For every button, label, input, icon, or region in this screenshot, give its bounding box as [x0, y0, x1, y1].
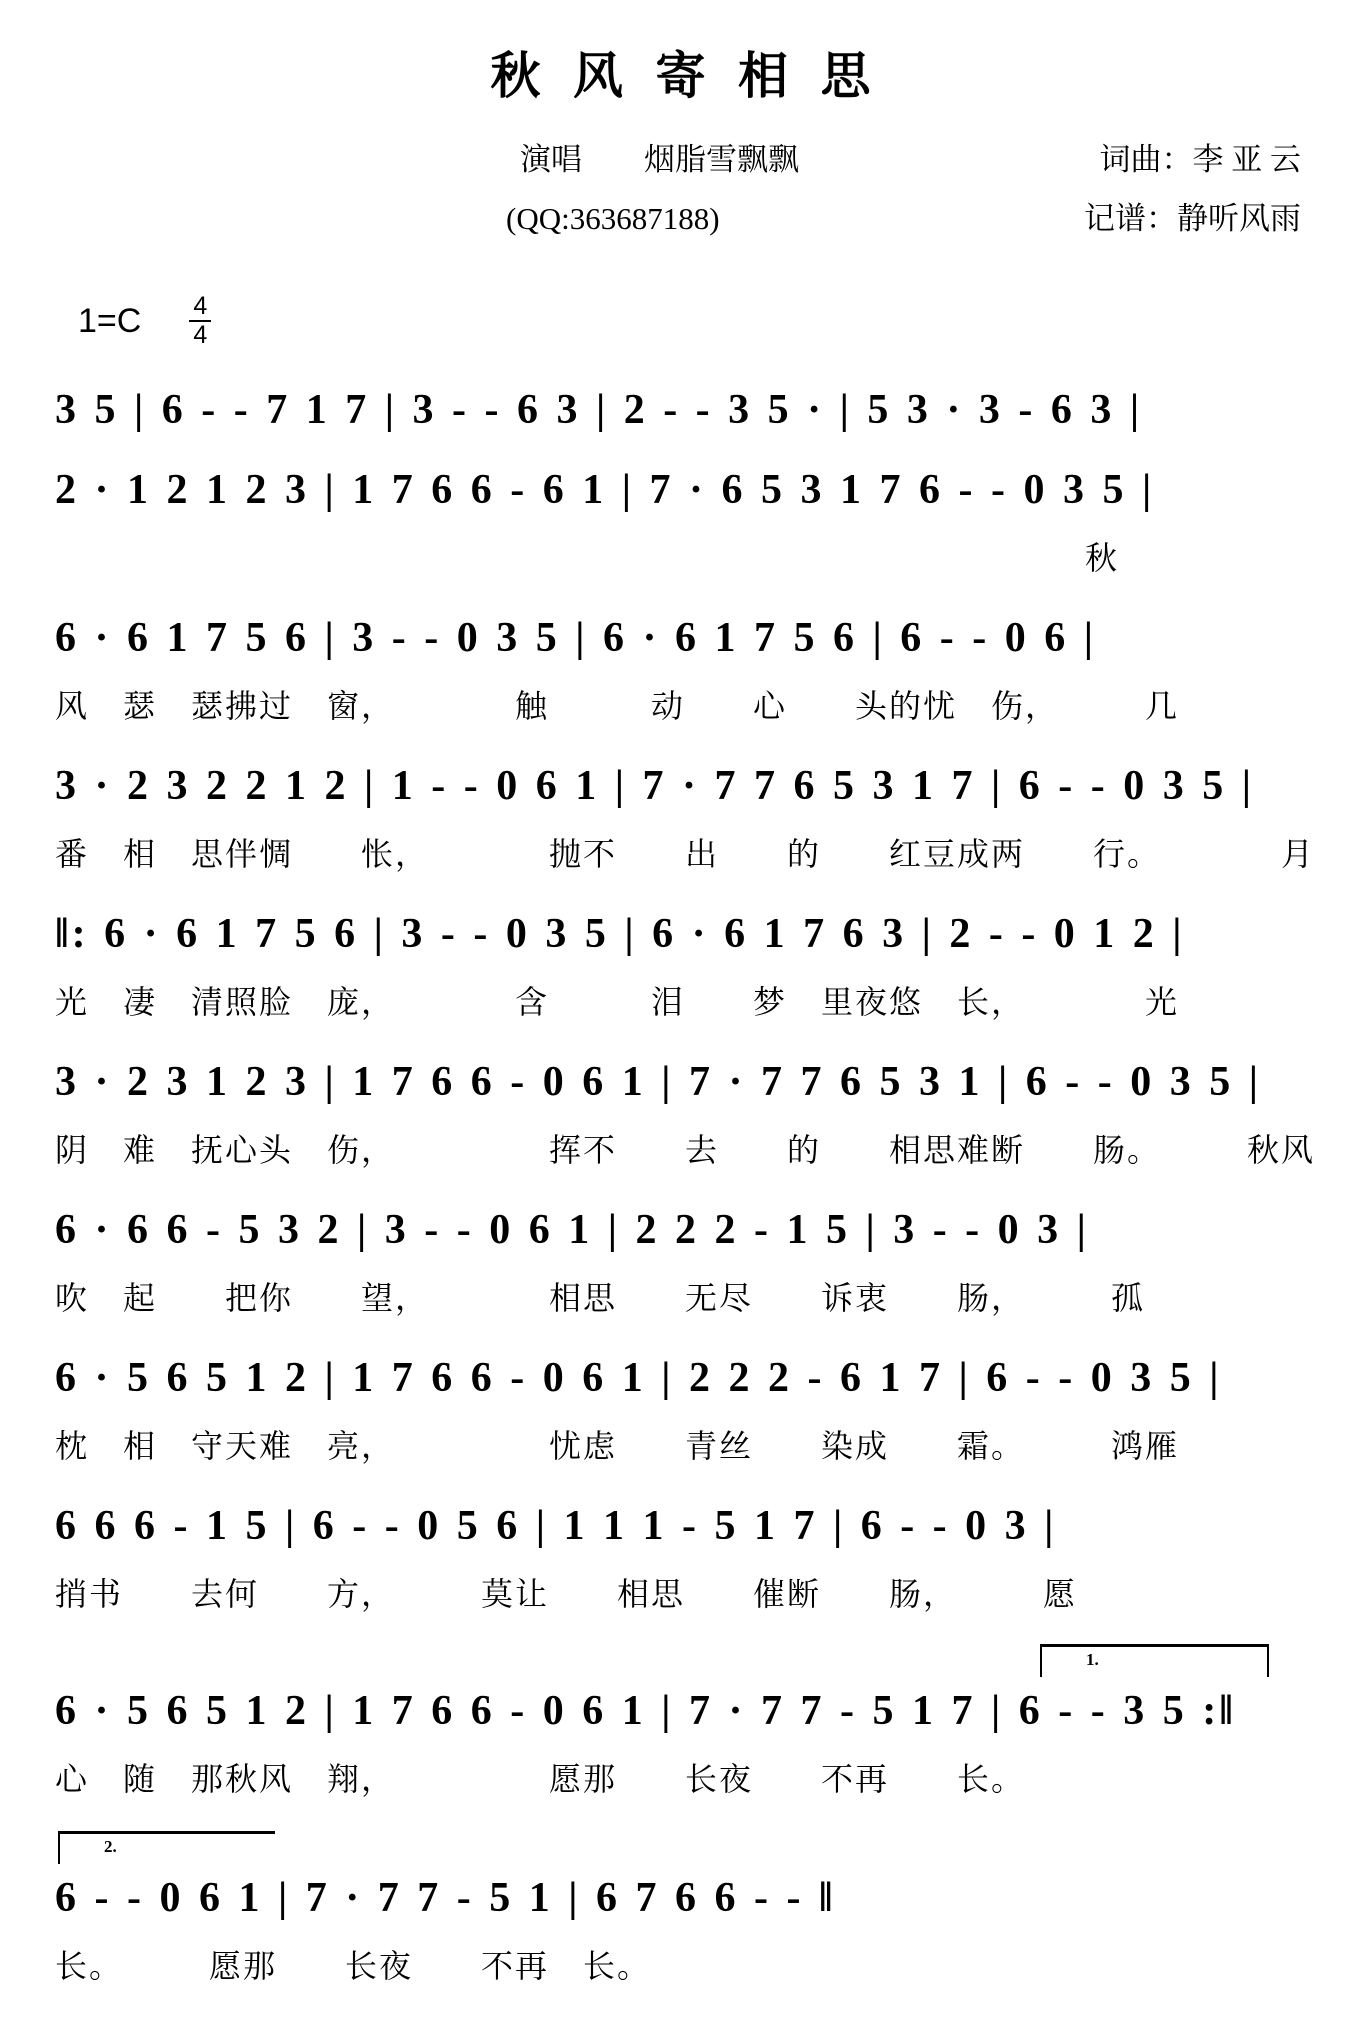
time-signature-denominator: 4	[193, 321, 208, 349]
lyric-line-2: 风 瑟 瑟拂过 窗， 触 动 心 头的忧 伤， 几	[55, 688, 1180, 724]
notation-line-11: 6 - - 0 6 1 | 7 · 7 7 - 5 1 | 6 7 6 6 - - ‖	[55, 1875, 836, 1921]
notation-line-4: 3 · 2 3 2 2 1 2 | 1 - - 0 6 1 | 7 · 7 7 6 5 3 1 7 | 6 - - 0 3 5 |	[55, 763, 1254, 809]
ending-2-bracket	[58, 1831, 275, 1864]
credit-row-2	[0, 193, 1371, 238]
time-signature-numerator: 4	[189, 294, 211, 322]
transcriber-credit: 记谱：静听风雨	[1084, 201, 1301, 236]
composer-credit: 词曲：李 亚 云	[1099, 142, 1301, 177]
lyric-line-5: 阴 难 抚心头 伤， 挥不 去 的 相思难断 肠。 秋风	[55, 1132, 1316, 1168]
credit-row-1	[0, 134, 1371, 179]
song-title: 秋 风 寄 相 思	[490, 48, 881, 104]
lyric-line-9: 心 随 那秋风 翔， 愿那 长夜 不再 长。	[55, 1761, 1026, 1797]
notation-line-8: 6 · 5 6 5 1 2 | 1 7 6 6 - 0 6 1 | 2 2 2 - 6 1 7 | 6 - - 0 3 5 |	[55, 1355, 1222, 1401]
lyric-line-3: 番 相 思伴惆 怅， 抛不 出 的 红豆成两 行。 月	[55, 836, 1316, 872]
lyric-line-1: 秋	[1085, 540, 1120, 576]
notation-line-7: 6 · 6 6 - 5 3 2 | 3 - - 0 6 1 | 2 2 2 - 1 5 | 3 - - 0 3 |	[55, 1207, 1089, 1253]
performer-credit: 演唱 烟脂雪飘飘	[520, 142, 799, 177]
ending-1-bracket	[1040, 1644, 1269, 1677]
notation-line-6: 3 · 2 3 1 2 3 | 1 7 6 6 - 0 6 1 | 7 · 7 7 6 5 3 1 | 6 - - 0 3 5 |	[55, 1059, 1261, 1105]
lyric-line-8: 捎书 去何 方， 莫让 相思 催断 肠， 愿	[55, 1576, 1078, 1612]
notation-line-3: 6 · 6 1 7 5 6 | 3 - - 0 3 5 | 6 · 6 1 7 5 6 | 6 - - 0 6 |	[55, 615, 1096, 661]
key-and-meter	[78, 294, 1371, 348]
notation-line-10: 6 · 5 6 5 1 2 | 1 7 6 6 - 0 6 1 | 7 · 7 7 - 5 1 7 | 6 - - 3 5 :‖	[55, 1688, 1236, 1734]
notation-line-2: 2 · 1 2 1 2 3 | 1 7 6 6 - 6 1 | 7 · 6 5 3 1 7 6 - - 0 3 5 |	[55, 467, 1155, 513]
key-signature: 1=C	[78, 301, 142, 340]
ending-1-label: 1.	[1086, 1650, 1099, 1669]
lyric-line-10: 长。 愿那 长夜 不再 长。	[55, 1948, 652, 1984]
notation-line-1: 3 5 | 6 - - 7 1 7 | 3 - - 6 3 | 2 - - 3 5 · | 5 3 · 3 - 6 3 |	[55, 387, 1143, 433]
notation-line-9: 6 6 6 - 1 5 | 6 - - 0 5 6 | 1 1 1 - 5 1 7 | 6 - - 0 3 |	[55, 1503, 1057, 1549]
lyric-line-4: 光 凄 清照脸 庞， 含 泪 梦 里夜悠 长， 光	[55, 984, 1180, 1020]
qq-note: (QQ:363687188)	[506, 201, 720, 236]
lyric-line-6: 吹 起 把你 望， 相思 无尽 诉衷 肠， 孤	[55, 1280, 1146, 1316]
notation-line-5: ‖: 6 · 6 1 7 5 6 | 3 - - 0 3 5 | 6 · 6 1 7 6 3 | 2 - - 0 1 2 |	[55, 911, 1185, 957]
ending-2-label: 2.	[104, 1837, 117, 1856]
lyric-line-7: 枕 相 守天难 亮， 忧虑 青丝 染成 霜。 鸿雁	[55, 1428, 1180, 1464]
time-signature	[189, 294, 211, 348]
